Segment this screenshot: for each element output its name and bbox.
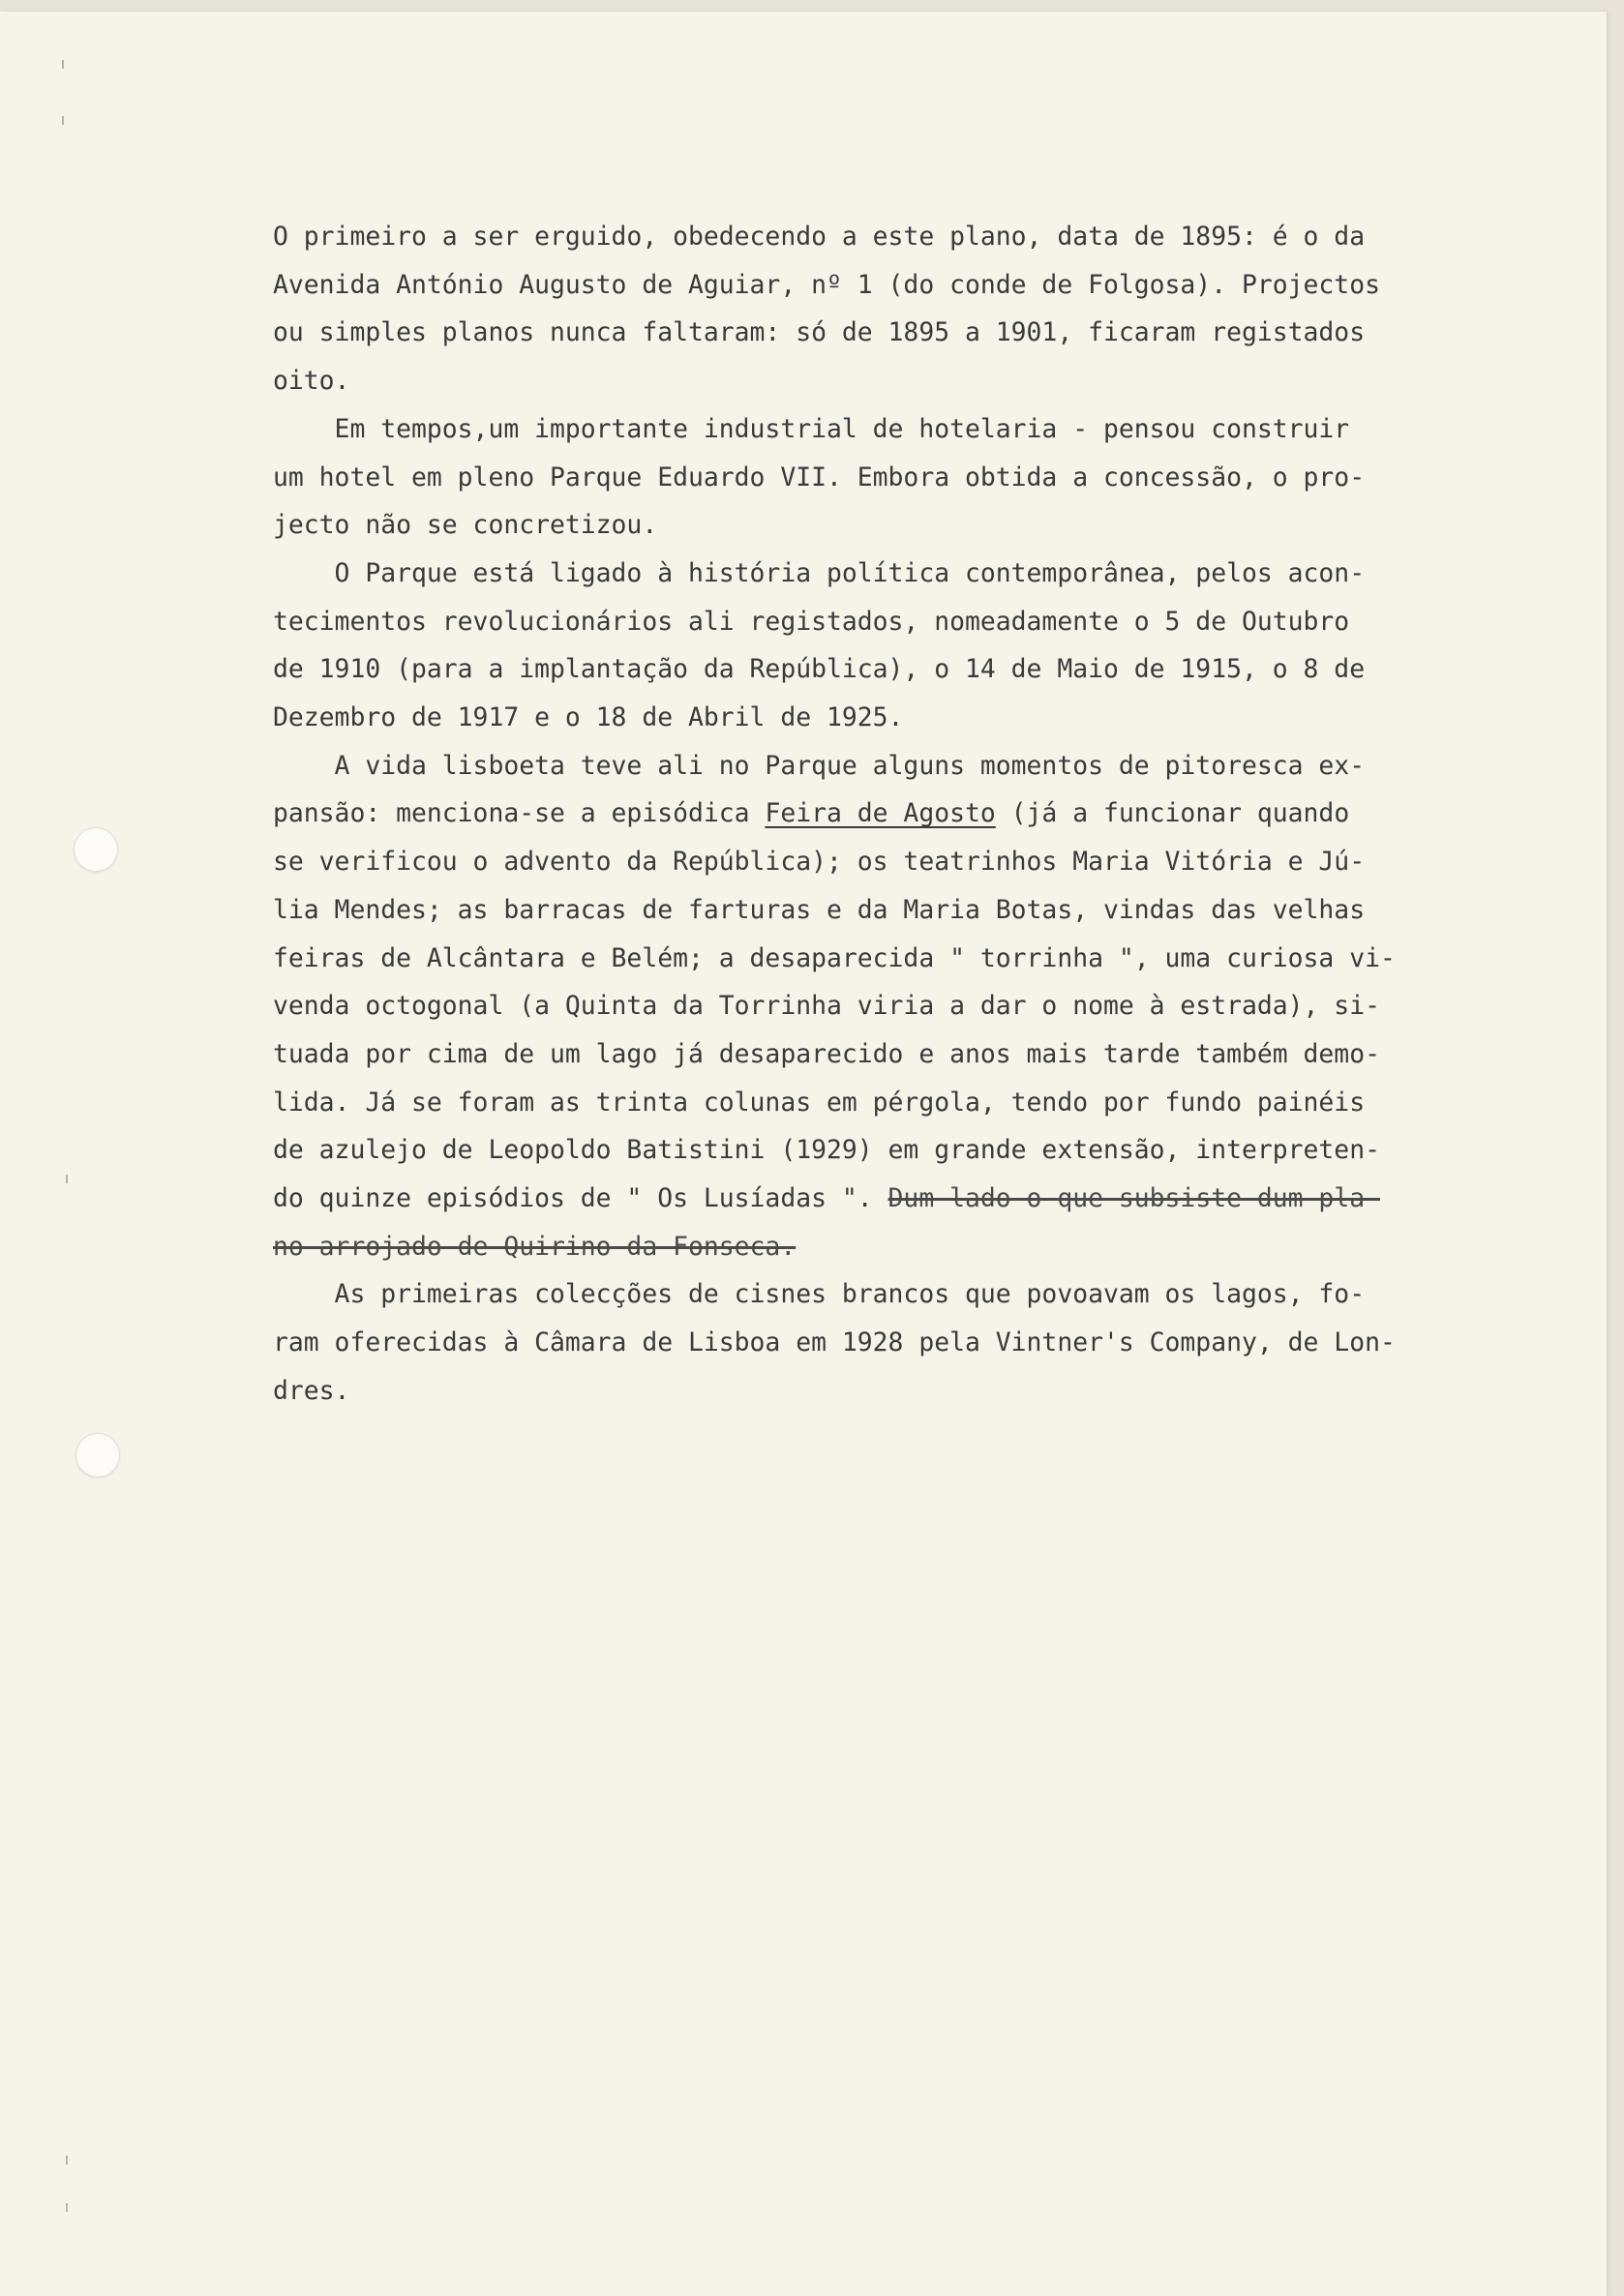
text-line [273, 1223, 1550, 1271]
typewritten-text [273, 213, 1550, 1416]
edge-mark [62, 116, 64, 125]
text-line: dres. [273, 1375, 350, 1406]
text-line: feiras de Alcântara e Belém; a desaparecida " torrinha ", uma curiosa vi- [273, 942, 1396, 973]
text-line: tuada por cima de um lago já desaparecido e anos mais tarde também demo- [273, 1038, 1380, 1069]
text-line: lia Mendes; as barracas de farturas e da Maria Botas, vindas das velhas [273, 894, 1366, 925]
paper-sheet [0, 12, 1607, 2296]
text-line: ram oferecidas à Câmara de Lisboa em 1928 pela Vintner's Company, de Lon- [273, 1327, 1396, 1358]
text-segment: do quinze episódios de " Os Lusíadas ". [273, 1183, 888, 1214]
text-segment: (já a funcionar quando [995, 798, 1350, 829]
punch-hole [75, 1433, 120, 1477]
text-line: A vida lisboeta teve ali no Parque alguns momentos de pitoresca ex- [273, 750, 1366, 781]
underlined-title: Feira de Agosto [765, 798, 996, 829]
text-line: O Parque está ligado à história política contemporânea, pelos acon- [273, 557, 1366, 588]
text-line: lida. Já se foram as trinta colunas em pérgola, tendo por fundo painéis [273, 1087, 1366, 1118]
struck-through-text: no arrojado de Quirino da Fonseca. [273, 1231, 797, 1262]
text-line: Dezembro de 1917 e o 18 de Abril de 1925. [273, 702, 904, 733]
text-line: venda octogonal (a Quinta da Torrinha viria a dar o nome à estrada), si- [273, 991, 1380, 1022]
text-line: Avenida António Augusto de Aguiar, nº 1 (do conde de Folgosa). Projectos [273, 269, 1380, 300]
edge-mark [66, 2203, 68, 2212]
text-line: de azulejo de Leopoldo Batistini (1929) em grande extensão, interpreten- [273, 1135, 1380, 1166]
text-line: se verificou o advento da República); os teatrinhos Maria Vitória e Jú- [273, 847, 1366, 878]
text-line: As primeiras colecções de cisnes brancos que povoavam os lagos, fo- [273, 1279, 1366, 1310]
punch-hole [74, 827, 118, 872]
text-segment: pansão: menciona-se a episódica [273, 798, 766, 829]
text-line [273, 1175, 1550, 1223]
text-line: de 1910 (para a implantação da República), o 14 de Maio de 1915, o 8 de [273, 654, 1366, 685]
text-line: um hotel em pleno Parque Eduardo VII. Embora obtida a concessão, o pro- [273, 462, 1366, 492]
text-line: jecto não se concretizou. [273, 510, 658, 541]
text-line: tecimentos revolucionários ali registados, nomeadamente o 5 de Outubro [273, 606, 1350, 637]
text-line: O primeiro a ser erguido, obedecendo a este plano, data de 1895: é o da [273, 222, 1366, 252]
text-line [273, 790, 1550, 838]
edge-mark [66, 2156, 68, 2164]
edge-mark [62, 60, 64, 69]
text-line: ou simples planos nunca faltaram: só de 1895 a 1901, ficaram registados [273, 317, 1366, 348]
text-line: oito. [273, 366, 350, 397]
struck-through-text: Dum lado o que subsiste dum pla- [887, 1183, 1380, 1214]
text-line: Em tempos,um importante industrial de hotelaria - pensou construir [273, 413, 1350, 444]
edge-mark [66, 1175, 68, 1183]
